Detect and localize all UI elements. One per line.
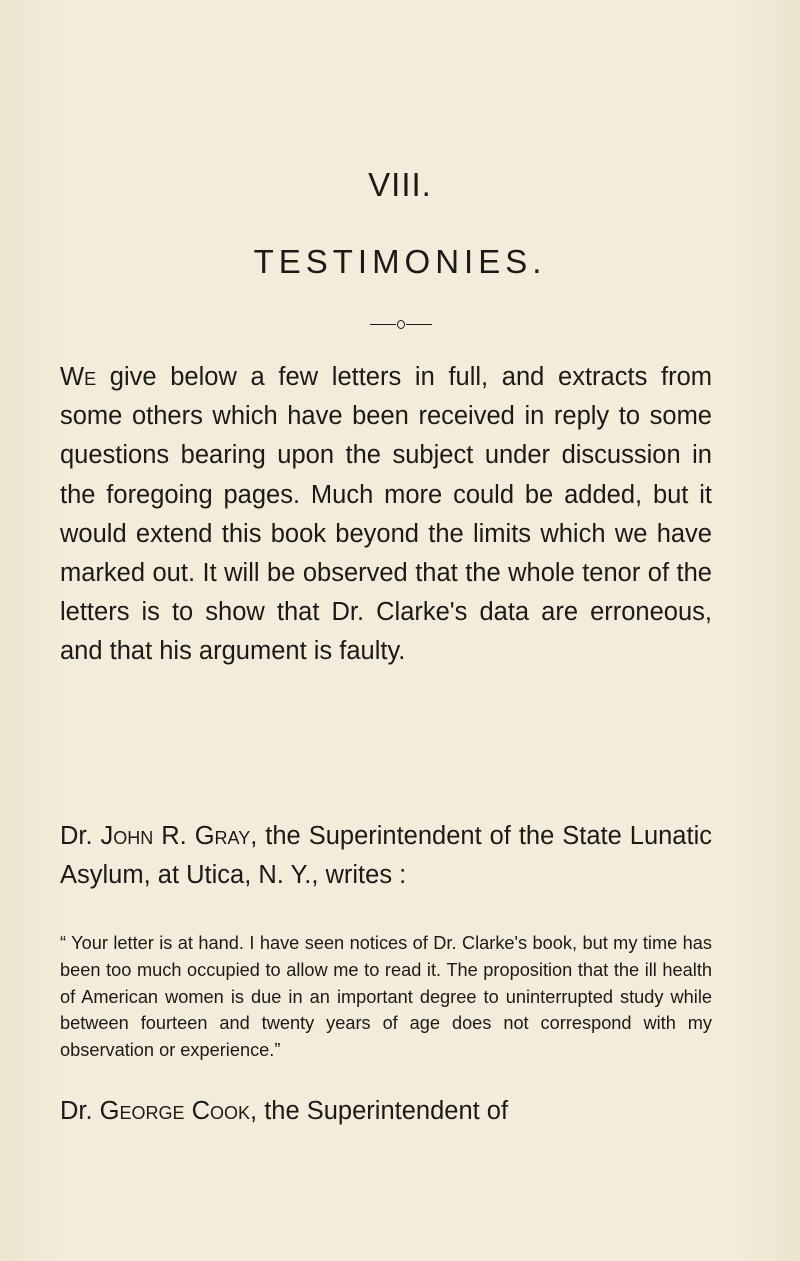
divider-line-left: [370, 324, 396, 325]
gray-text: , the Superintendent of the State Lunatic Asylum, at Utica, N. Y., writes :: [60, 822, 712, 890]
intro-first-word: We: [60, 363, 97, 391]
gray-prefix: Dr.: [60, 822, 101, 850]
gray-quote: “ Your letter is at hand. I have seen notices of Dr. Clarke's book, but my time has been too much occupied to allow me to read it. The proposition that the ill health of American women is due in an important degree to uninterrupted study while between fourteen and twenty years of age does not correspond with my observation or experience.”: [60, 933, 712, 1061]
chapter-number: VIII.: [368, 166, 432, 203]
divider-ring: [397, 320, 405, 329]
divider-line-right: [406, 324, 432, 325]
gray-name: John R. Gray: [100, 822, 251, 850]
intro-paragraph: [60, 358, 712, 672]
cook-name: George Cook: [99, 1097, 251, 1125]
cook-text: , the Superintendent of: [250, 1097, 509, 1125]
cook-prefix: Dr.: [60, 1097, 100, 1125]
chapter-title: TESTIMONIES.: [253, 243, 547, 280]
section-divider: [370, 317, 432, 331]
gray-paragraph: [60, 817, 712, 895]
cook-paragraph: [60, 1092, 712, 1131]
intro-text: give below a few letters in full, and extracts from some others which have been received in reply to some questions bearing upon the subject under discussion in the foregoing pages. Much more could be added, but it would extend this book beyond the limits which we have marked out. It will be observed that the whole tenor of the letters is to show that Dr. Clarke's data are erroneous, and that his argument is faulty.: [60, 363, 712, 666]
